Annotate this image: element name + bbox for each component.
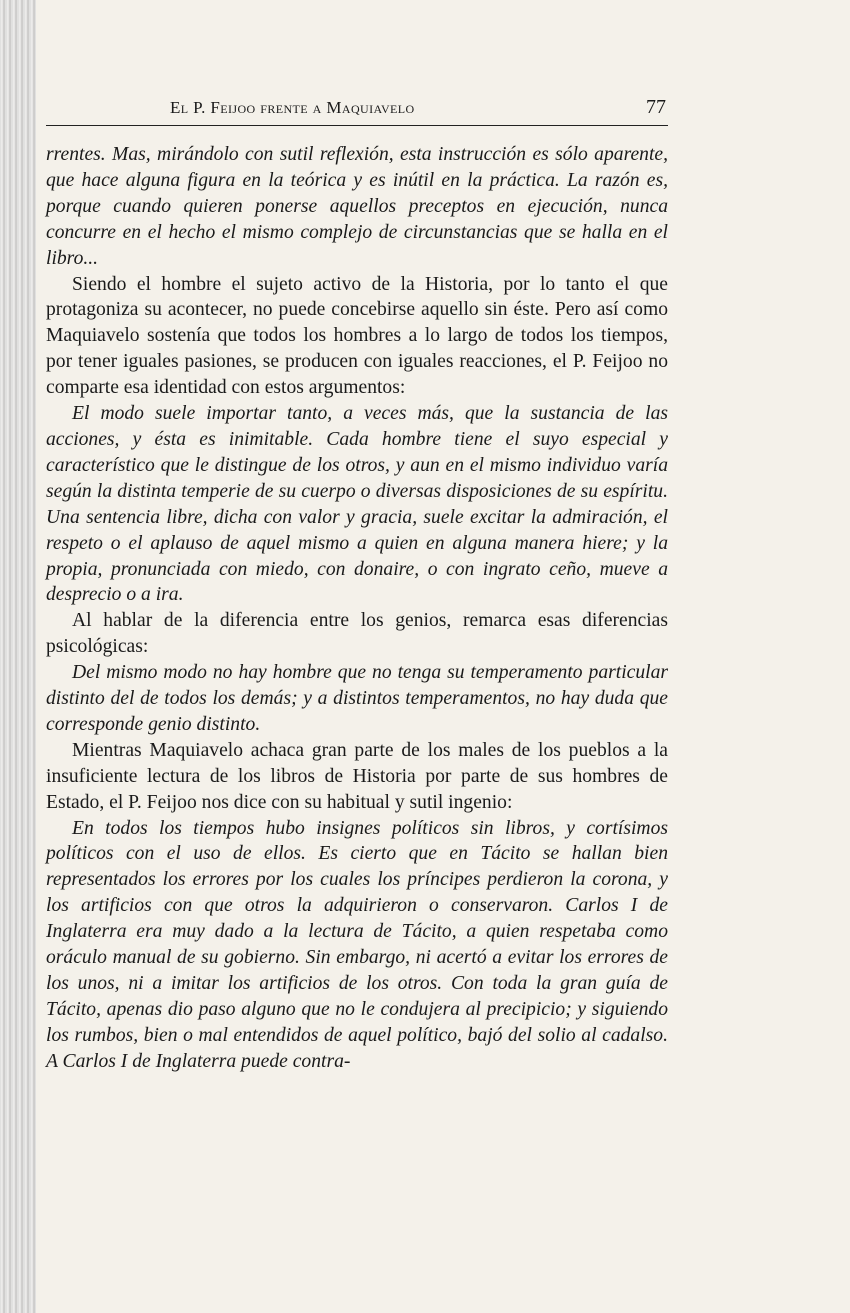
running-title: El P. Feijoo frente a Maquiavelo: [170, 98, 415, 117]
page-header: [46, 96, 668, 126]
paragraph-1: rrentes. Mas, mirándolo con sutil reflexión, esta instrucción es sólo aparente, que hace alguna figura en la teórica y es inútil en la práctica. La razón es, porque cuando quieren ponerse aquellos preceptos en ejecución, nunca concurre en el hecho el mismo complejo de circunstancias que se halla en el libro...: [46, 144, 668, 269]
paragraph-3: El modo suele importar tanto, a veces más, que la sustancia de las acciones, y ésta es inimitable. Cada hombre tiene el suyo especial y característico que le distingue de los otros, y aun en el mismo individuo varía según la distinta temperie de su cuerpo o diversas disposiciones de su espíritu. Una sentencia libre, dicha con valor y gracia, suele excitar la admiración, el respeto o el aplauso de aquel mismo a quien en alguna manera hiere; y la propia, pronunciada con miedo, con donaire, o con ingrato ceño, mueve a desprecio o a ira.: [46, 403, 668, 606]
paragraph-6: Mientras Maquiavelo achaca gran parte de los males de los pueblos a la insuficiente lectura de los libros de Historia por parte de sus hombres de Estado, el P. Feijoo nos dice con su habitual y sutil ingenio:: [46, 739, 668, 813]
paragraph-2: Siendo el hombre el sujeto activo de la Historia, por lo tanto el que protagoniza su acontecer, no puede concebirse aquello sin éste. Pero así como Maquiavelo sostenía que todos los hombres a lo largo de todos los tiempos, por tener iguales pasiones, se producen con iguales reacciones, el P. Feijoo no comparte esa identidad con estos argumentos:: [46, 273, 668, 399]
paragraph-7: En todos los tiempos hubo insignes políticos sin libros, y cortísimos políticos con el uso de ellos. Es cierto que en Tácito se hallan bien representados los errores por los cuales los príncipes perdieron la corona, y los artificios con que otros la adquirieron o conservaron. Carlos I de Inglaterra era muy dado a la lectura de Tácito, a quien respetaba como oráculo manual de su gobierno. Sin embargo, ni acertó a evitar los errores de los unos, ni a imitar los artificios de los otros. Con toda la gran guía de Tácito, apenas dio paso alguno que no le condujera al precipicio; y siguiendo los rumbos, bien o mal entendidos de aquel político, bajó del solio al cadalso. A Carlos I de Inglaterra puede contra-: [46, 817, 668, 1072]
paragraph-5: Del mismo modo no hay hombre que no tenga su temperamento particular distinto del de todos los demás; y a distintos temperamentos, no hay duda que corresponde genio distinto.: [46, 662, 668, 735]
book-binding-edge: [0, 0, 36, 1313]
page-number: 77: [646, 96, 666, 118]
paragraph-4: Al hablar de la diferencia entre los genios, remarca esas diferencias psicológicas:: [46, 610, 668, 658]
book-page: [46, 96, 668, 1075]
body-text: [46, 142, 668, 1075]
